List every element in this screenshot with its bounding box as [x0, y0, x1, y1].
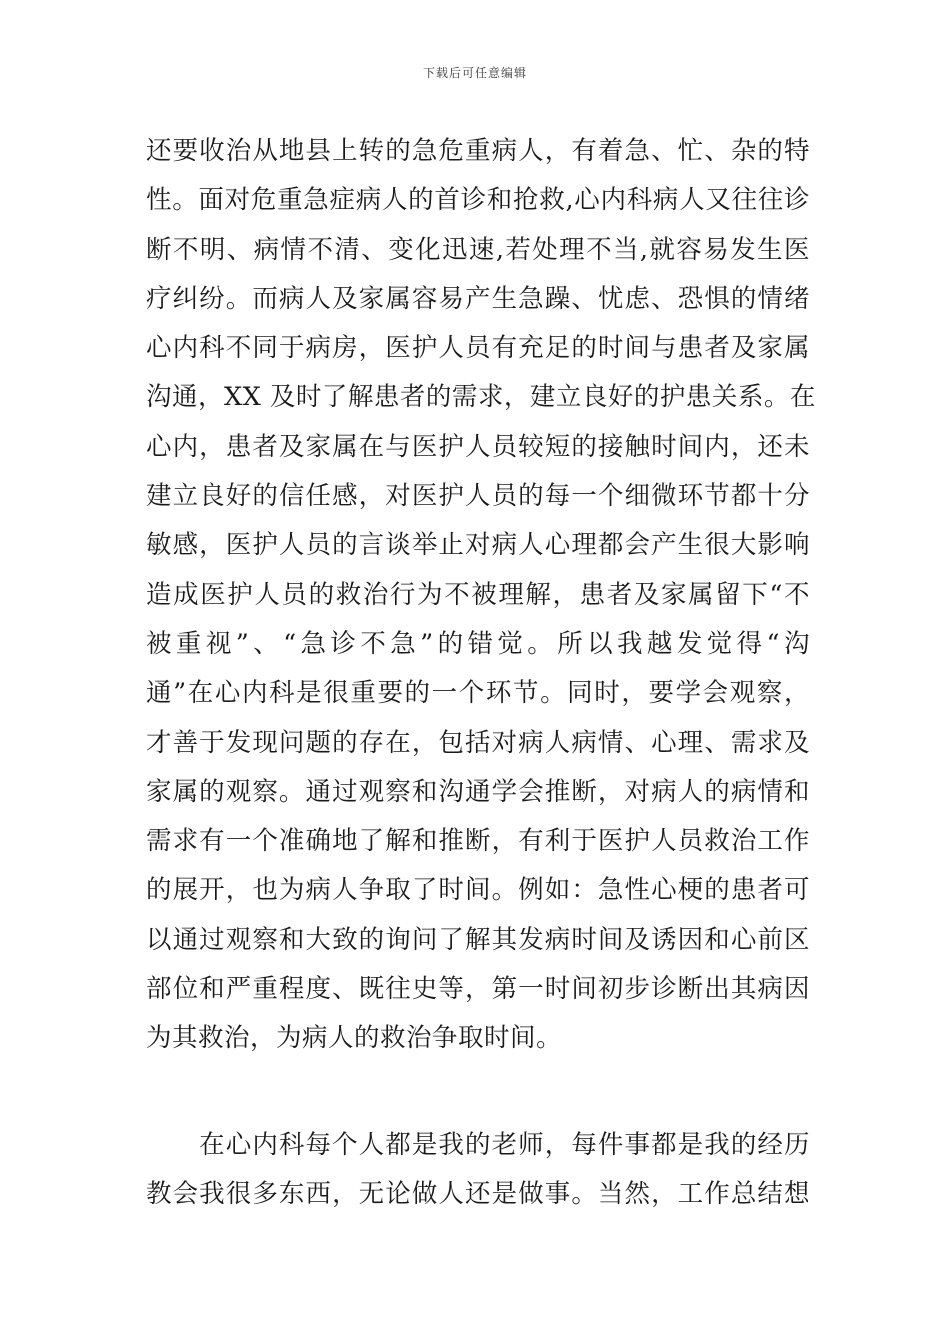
- text-line: 部位和严重程度、既往史等，第一时间初步诊断出其病因: [146, 974, 810, 1005]
- body-text: [146, 127, 816, 1219]
- text-line: 还要收治从地县上转的急危重病人，有着急、忙、杂的特: [146, 136, 810, 166]
- text-line: 为其救治，为病人的救治争取时间。: [146, 1023, 563, 1054]
- text-line: 需求有一个准确地了解和推断，有利于医护人员救治工作: [146, 826, 810, 857]
- text-line: 被重视”、“急诊不急”的错觉。所以我越发觉得“沟: [146, 628, 810, 659]
- text-line: 建立良好的信任感，对医护人员的每一个细微环节都十分: [146, 481, 810, 512]
- text-line: 在心内科每个人都是我的老师，每件事都是我的经历: [146, 1129, 810, 1160]
- text-line: 才善于发现问题的存在，包括对病人病情、心理、需求及: [146, 727, 810, 758]
- text-line: 以通过观察和大致的询问了解其发病时间及诱因和心前区: [146, 924, 810, 955]
- text-line: 家属的观察。通过观察和沟通学会推断，对病人的病情和: [146, 776, 810, 807]
- text-line: 沟通，XX 及时了解患者的需求，建立良好的护患关系。在: [146, 382, 816, 413]
- text-line: 教会我很多东西，无论做人还是做事。当然，工作总结想: [146, 1178, 810, 1209]
- text-line: 的展开，也为病人争取了时间。例如：急性心梗的患者可: [146, 875, 810, 906]
- text-line: 性。面对危重急症病人的首诊和抢救,心内科病人又往往诊: [146, 185, 810, 216]
- text-line: 通”在心内科是很重要的一个环节。同时，要学会观察，: [146, 678, 810, 709]
- text-line: 造成医护人员的救治行为不被理解，患者及家属留下“不: [146, 579, 810, 610]
- page-header: 下载后可任意编辑: [422, 66, 527, 80]
- text-line: 心内科不同于病房，医护人员有充足的时间与患者及家属: [146, 333, 810, 364]
- paragraph-gap: [146, 1064, 810, 1121]
- text-line: 敏感，医护人员的言谈举止对病人心理都会产生很大影响: [146, 530, 810, 561]
- text-line: 断不明、病情不清、变化迅速,若处理不当,就容易发生医: [146, 234, 810, 265]
- text-line: 疗纠纷。而病人及家属容易产生急躁、忧虑、恐惧的情绪: [146, 283, 810, 314]
- text-line: 心内，患者及家属在与医护人员较短的接触时间内，还未: [146, 431, 810, 462]
